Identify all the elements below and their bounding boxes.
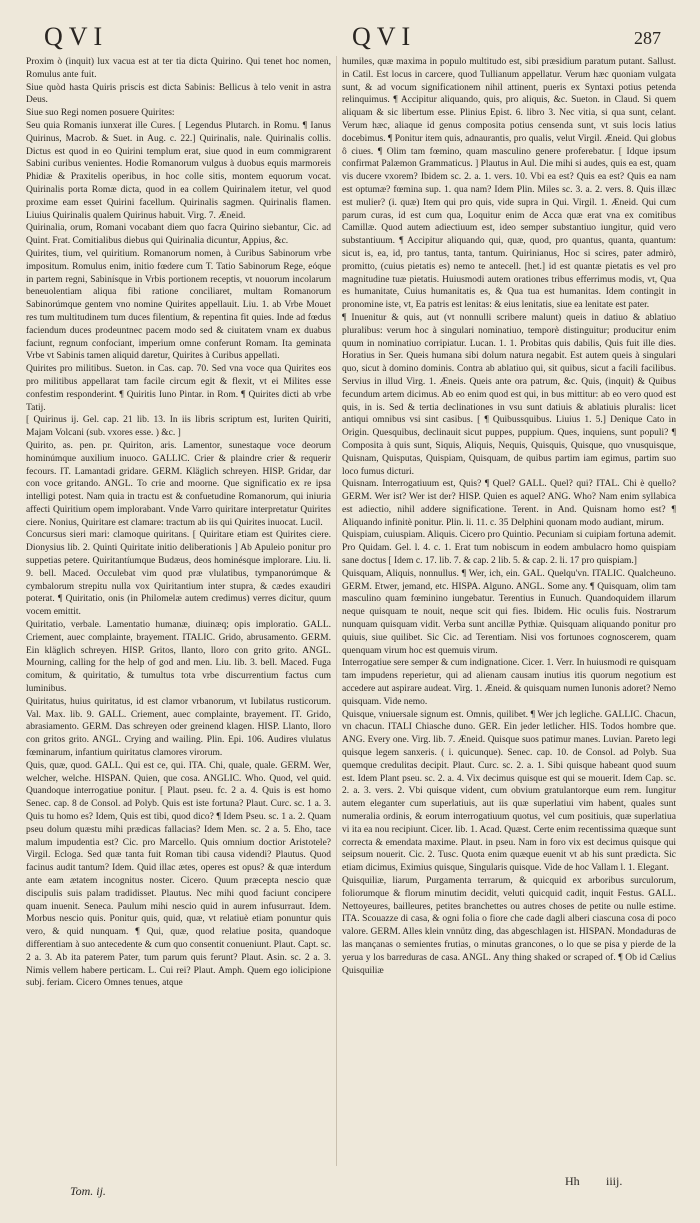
left-column — [26, 56, 331, 1168]
page-footer — [0, 1170, 700, 1210]
entry-paragraph: Quirites, tium, vel quiritium. Romanorum nomen, à Curibus Sabinorum vrbe impositum. Romulus enim, initio fœdere cum T. Tatio Sabinorum Rege, eóque in partem regni, Sabinísque in Vrbis portionem receptis, vt nouorum incolarum beneuolentiam aliqua fibi ratione conciliaret, multam Romanorum Sabinorúmque gentem vno nomine Quirites appellauit. Liu. 1. ab Vrbe Mouet res tum multitudinem tum duces filentium, & repentina fit quies. Inde ad fœdus faciendum duces prodeuntnec pacem modo sed & ciuitatem vnam ex duabus faciunt, regnum confociant, imperium omne conferunt Romam. Ita geminata Vrbe vt Sabinis tamen aliquid daretur, Quirites à Curibus appellati. — [26, 248, 331, 362]
running-header — [0, 16, 700, 56]
entry-paragraph: Interrogatiue sere semper & cum indignatione. Cicer. 1. Verr. In huiusmodi re quisquam tam impudens reperietur, qui ad alienam causam inutius itis quorum negotium est accedere aut aspirare audeat. Virg. 1. Æneid. & quisquam numen Iunonis adoret? Nemo quisquam. Vide nemo. — [342, 658, 676, 707]
entry-paragraph: ¶ Inuenitur & quis, aut (vt nonnulli scribere malunt) queis in datiuo & ablatiuo pluralibus: verum hoc à singulari nominatiuo, temporè distinguitur; producitur enim quum in nominatiuo corripiatur. Lucan. 1. 1. Probitas quis dabilis, Quis fuit ille dies. Horatius in Ser. Queis humana sibi dolum natura negabit. Est autem queis à singulari quo, sicut à domino dominis. Contra ab ablatiuo qui, sit quibus, sicut a facili facilibus. Servius in illud Virg. 1. Æneis. Queis ante ora patrum, &c. Quis, (inquit) & Quibus fecundum artem dicimus. Ab eo enim quod est qui, in bus mittitur: ab eo vero quod est quis, in is. Sed & tertia declinationes in vsu sunt datiuis & ablatiuis pluralis: licet antiqui omnibus vsi sint casibus. [ ¶ Quibussquibus. Liuius 1. 5.] Denique Cato in Origin. Quesquibus, declinauit sicut puppes, puppium. Ques, inquiens, sunt populi? ¶ Composita à quis sunt, Siquis, Aliquis, Nequis, Quisquis, Quisque, quo vnusquisque, Quisnam, Quisputas, Quispiam, Quisquam, de quibus partim iam egimus, partim suo loco fumus dicturi. — [342, 312, 676, 477]
entry-paragraph: Quisque, vniuersale signum est. Omnis, quilibet. ¶ Wer jch legliche. GALLIC. Chacun, vn chacun. ITALI Chiasche duno. GER. Ein jeder letlicher. HIS. Todos hombre que. ANG. Every one. Virg. lib. 7. Æneid. Quisque suos patimur manes. Luvian. Pareto legi quisque legem sanxeris. ( i. quicunque). Senec. cap. 10. de Consol. ad Polyb. Sua quemque credulitas decipit. Plaut. Curc. sc. 2. a. 1. Sibi quisque habeant quod suum est. Idem Plant pseu. sc. 2. a. 4. Vix decimus quisque est qui se mouerit. Idem Cap. sc. 2. a. 3. vers. 2. Vbi quisque vident, cum obvium gratulantorque eum rem. Iungitur autem eleganter cum superlatiuis, aut iis quæ superlatiui vim habent, quales sunt numeralia ordinis, & eorum interrogatiuum quotus, vel cum positiuis, quæ superlatiua vi ita ea nou recipiunt. Cicer. lib. 1. Acad. Quæst. Certe enim recentissima quæque sunt correcta & emendata maxime. Plaut. in pseu. Nam in foro vix est decimus quisque qui seipsum nouerit. Cic. 2. Tusc. Quota enim quæque euenit vt ab his sunt prædicta. Sic etiam dicimus, Eximius quisque, Singularis quisque. Vide de hoc Vallam l. 1. Elegant. — [342, 709, 676, 874]
entry-paragraph: Siue suo Regi nomen posuere Quirites: — [26, 108, 175, 119]
center-running-head: QVI — [352, 22, 417, 51]
entry-paragraph: Siue quòd hasta Quiris priscis est dicta Sabinis: Bellicus à telo venit in astra Deus. — [26, 82, 331, 106]
entry-paragraph: Concursus sieri mari: clamoque quiritans. [ Quiritare etiam est Quirites ciere. Dionysius lib. 2. Quinti Quiritate initio deliberationis ] Ab Apuleio ponitur pro suppetias petere. Quiritantíumque Budæus, deos hominésque implorare. Liu. li. 9. bell. Maced. Occulebat vim quod præ vlulatibus, tympanorúmque & cymbalorum strepitu nulla vox Quiritantium inter stupra, & cædes exaudiri poterat. ¶ Quiritatio, onis (in Philomelæ autem credimus) verres dicitur, quum vocem emittit. — [26, 530, 331, 618]
entry-paragraph: Proxim ò (inquit) lux vacua est at ter tia dicta Quirino. Qui tenet hoc nomen, Romulus ante fuit. — [26, 57, 331, 80]
entry-paragraph: Quispiam, cuiuspiam. Aliquis. Cicero pro Quintio. Pecuniam si cuipiam fortuna ademit. Pro Quidam. Gel. l. 4. c. 1. Erat tum nobiscum in eodem ambulacro homo quispiam sane doctus [ Idem c. 17. lib. 7. & cap. 2 lib. 5. & cap. 2. li. 17 pro quispiam.] — [342, 530, 676, 567]
entry-paragraph: Quisquiliæ, liarum, Purgamenta terrarum, & quicquid ex arboribus surculorum, foliorumque & florum minutim decidit, veluti quicquid cadit, inquit Festus. GALL. Nettoyeures, bailleures, petites branchettes ou autres choses de petite ou nulle estime. ITA. Scouazze di casa, & ogni folia o fiore che cade dagli alberi ciascuna cosa di poco valore. GERM. Alles klein vnnütz ding, das abgeschlagen ist. HISPAN. Mondaduras de las mançanas o semientes frutias, o minutas grancones, o lo que se pisa y pierde de la yerua y los barreduras de casa. ANGL. Any thing shaked or scraped of. ¶ Ob id Cælius Quisquiliæ — [342, 876, 676, 976]
entry-paragraph: Quirites pro militibus. Sueton. in Cas. cap. 70. Sed vna voce qua Quirites eos pro militibus appellarat tam facile circum egit & flexit, vt ei Milites esse confestim responderint. ¶ Quiritis Iuno Pintar. in Rom. ¶ Quirites dicti ab vrbe Tatij. — [26, 364, 331, 413]
left-running-head: QVI — [44, 22, 109, 51]
entry-paragraph: Quiritatus, huius quiritatus, id est clamor vrbanorum, vt Iubilatus rusticorum. Val. Max. lib. 9. GALL. Criement, auec complainte, brayement. IT. Grido, abrasiamento. GERM. Das schreyen oder greinend klagen. HISP. Llanto, lloro con gritos grito. ANGL. Crying and wailing. Plin. Epi. 106. Audires vlulatus fœminarum, infantium quiritatus clamores virorum. — [26, 696, 331, 759]
entry-paragraph: Quiritatio, verbale. Lamentatio humanæ, diuinæq; opis imploratio. GALL. Criement, auec complainte, brayement. ITALIC. Grido, abrusamento. GERM. Ein kläglich schreyen. HISP. Gritos, llanto, lloro con grito grito. ANGL. Mourning, calling for the help of god and men. Liu. lib. 3. bell. Maced. Fuga comitum, & quiritatio, & tumultus tota vrbe discurrentium factus cum luminibus. — [26, 620, 331, 695]
entry-paragraph: Seu quia Romanis iunxerat ille Cures. [ Legendus Plutarch. in Romu. ¶ Ianus Quirinus, Macrob. & Suet. in Aug. c. 22.] Quirinalis, nale. Quirinalis collis. Dictus est quod in eo Quirini templum erat, siue quod in eum commigrarent Sabini curibus venientes. Hodie Romanorum vulgus à duobus equis marmoreis Phidiæ & Praxitelis operibus, in hoc colle sitis, montem equorum vocat. Quirinalis porta Romæ dicta, quod in ea collem Quirinalem itetur, vel quod proxime eam esset Quirini facellum. Quirinalis sagmen. Quirinalis flamen. Liuius Quirinalis qualem Quirinus habuit. Virg. 7. Æneid. — [26, 120, 331, 221]
entry-paragraph: Quisquam, Aliquis, nonnullus. ¶ Wer, ich, ein. GAL. Quelqu'vn. ITALIC. Qualcheuno. GERM. Etwer, jemand, etc. HISPA. Alguno. ANGL. Some any. ¶ Quisquam, olim tam masculino quam fœminino iungebatur. Terentius in Eunuch. Quandoquidem illarum neque quisquam te nouit, neque scit qui fies. Ibidem. Hic oculis fuis. Nostrarum nunquam quisquam vidit. Verba sunt ancillæ Pythiæ. Quisquam aliquando ponitur pro quiuis, siue quilibet. Sic Cic. ad Terentiam. Nisi vos fortunoes cognoscerem, quam quenquam virum hoc est quemuis virum. — [342, 568, 676, 656]
volume-label: Tom. ij. — [70, 1184, 106, 1198]
entry-paragraph: Quis, quæ, quod. GALL. Qui est ce, qui. ITA. Chi, quale, quale. GERM. Wer, welcher, welche. HISPAN. Quien, que cosa. ANGLIC. Who. Quod, vel quid. Quandoque interrogatiue ponitur. [ Plaut. pseu. fc. 2 a. 4. Quis is est homo Senec. cap. 8 de Consol. ad Polyb. Quis est iste fortuna? Plaut. Curc. sc. 1 a. 3. Quis tu homo es? Idem, Quis est tibi, quod dico? ¶ Idem Pseu. sc. 1 a. 2. Quam pseu dolum quæstu mihi prædicas fallacias? Idem Men. sc. 2 a. 5. Eho, tace malum impudentia est? Cic. pro Marcello. Quis omnium doctior Aristotele? Virgil. Ecloga. Sed quæ tanta fuit Roman tibi causa videndi? Plautus. Quod facinus audit tantum? Idem. Quid illac ætes, operes est opus? & quæ interdum ante eam ætatem incognitus noster. Cicero. Quum præcepta nescio quæ discipulis suis palam tradidisset. Plautus. Nec mihi quod faciunt concipere quam inuenit. Seneca. Paulum mihi nescio quid in aurem infusurraut. Idem. Morbus nescio quis. Ponitur quis, quid, quæ, vt relatiuè etiam ponuntur quis vero, & quid nunquam. ¶ Qui, quæ, quod relatiue posita, quandoque differentiam à suo antecedente & cum quo consentit conueniunt. Plaut. Capt. sc. 2 a. 3. Ab ita paterem Pater, tum parum quis ferunt? Plaut. Asin. sc. 2 a. 3. Nimis vellem habere perticam. L. Cui rei? Plaut. Amph. Quem ego iolicipione subj. feriam. Cicero Omnes tenues, atque — [26, 760, 331, 989]
page-number: 287 — [634, 28, 661, 48]
column-divider — [336, 56, 337, 1166]
catchword: iiij. — [606, 1174, 623, 1188]
entry-paragraph: humiles, quæ maxima in populo multitudo est, sibi præsidium paratum putant. Sallust. in Catil. Est locus in carcere, quod Tullianum appellatur. Verum hæc quoniam vulgata sunt, & ad vocum significationem nihil attinent, pueris ex Syntaxi potius petenda relinquimus. ¶ Accipitur aliquando, quis, pro aliquis, &c. Sueton. in Claud. Si quem aliquam & sic libertum esse. Plinius Epist. 6. libro 3. Nec vitia, si qua sunt, celant. Verum hæc, aliaque id genus composita potius censenda sunt, vt suis locis latius docebimus. ¶ Ponitur item quis, adnaurantis, pro qualis, velut Virgil. Æneid. Qui globus ô ciues. ¶ Olim tam fœmino, quam masculino genere proferebatur. [ Idque ipsum confirmat Palæmon Grammaticus. ] Plautus in Aul. Die mihi si audes, quis ea est, quam vis ducere vxorem? Ibidem sc. 2. a. 1. vers. 10. Vbi ea est? Quis ea est? Quis ea nam est optumæ? fœmina sup. 1. qua nam? Idem Plin. Miles sc. 3. a. 2. vers. 8. Quis illæc est mulier? (i. quæ) Item qui pro quis, vide supra in Qui. Virgil. 1. Æneid. Qui cum parum curas, id est cum qua, Loquitur enim de Acca quæ erat vna ex comitibus Camillæ. Quod autem adiectiuum est, ideo semper substantiuo iungitur, quid vero substantiuum. ¶ Accipitur aliquando qui, quæ, quod, pro quantus, quanta, quantum: sicut is, ea, id, pro tantus, tanta, tantum. Quirinianus, Hoc si scires, pater admirò, promitto, (cuius pietatis es) nemo te antecell. [het.] id est quantæ pietatis es vel pro magnitudine tuæ pietatis. Huiusmodi autem orationes tribus efferrimus modis, vt, Qua es humanitate, Cuius humanitatis es, & Qua tua est humanitas. Idem contingit in pronomine iste, vt, Ea patris est lenitas: & eius lenitatis, siue ea lenitate est pater. — [342, 57, 676, 311]
signature-mark: Hh — [565, 1174, 580, 1188]
entry-paragraph: Quirinalia, orum, Romani vocabant diem quo facra Quirino siebantur, Cic. ad Quint. Frat. Comitialibus diebus qui Quirinalia dicuntur, Appius, &c. — [26, 223, 331, 247]
entry-paragraph: [ Quirinus ij. Gel. cap. 21 lib. 13. In iis libris scriptum est, Iuriten Quiriti, Majam Volcani (sub. vxores esse. ) &c. ] — [26, 415, 331, 439]
right-column — [342, 56, 676, 1168]
entry-paragraph: Quisnam. Interrogatiuum est, Quis? ¶ Quel? GALL. Quel? qui? ITAL. Chi è quello? GERM. Wer ist? Wer ist der? HISP. Quien es aquel? ANG. Who? Nam enim syllabica est adiectio, nihil addere significatione. Terent. in And. Quisnam homo est? ¶ Aliquando infinitè ponitur. Plin. li. 11. c. 35 Delphini quonam modo audiant, mirum. — [342, 479, 676, 528]
entry-paragraph: Quirito, as. pen. pr. Quiriton, aris. Lamentor, sunestaque voce deorum hominúmque auxilium inuoco. GALLIC. Crier & plaindre crier & requerir fecours. IT. Lamantadi gridare. GERM. Kläglich schreyen. HISP. Gridar, dar con voce gritando. ANGL. To crie and moorne. Que significatio ex re ipsa intelligi potest. Nam quia in tractu est & confuetudine Romanorum, qui iniuria affecti Quiritium opem implorabant. Vnde Varro quiritare interpretatur Quirites ciere. Nonius, Quiritare est clamare: tractum ab iis qui Quirites inuocat. Lucil. — [26, 440, 331, 528]
